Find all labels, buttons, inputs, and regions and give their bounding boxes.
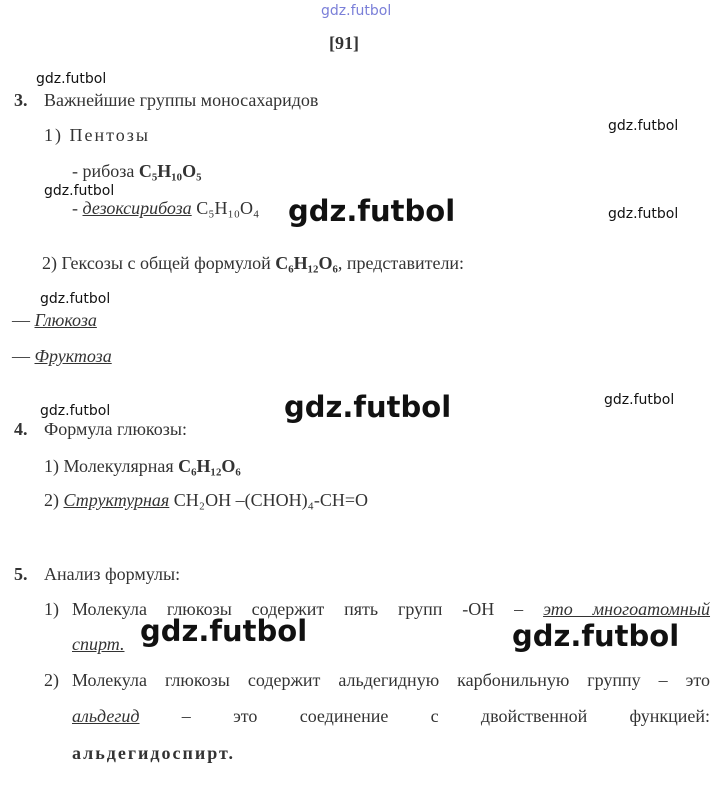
section-3-number: 3. bbox=[14, 90, 28, 110]
molecular-label: Молекулярная bbox=[63, 456, 174, 476]
hexoses-text: 2) Гексозы с общей формулой bbox=[42, 253, 271, 273]
watermark-large: gdz.futbol bbox=[284, 390, 452, 424]
aldehyde-alcohol-term: альдегидоспирт. bbox=[72, 743, 236, 763]
glucose-label: Глюкоза bbox=[34, 310, 97, 330]
hexoses-line bbox=[42, 253, 464, 274]
deoxyribose-dash: - bbox=[72, 198, 78, 218]
item-number: 2) bbox=[44, 670, 59, 690]
analysis-item-1-line-2 bbox=[72, 634, 124, 655]
section-4-number: 4. bbox=[14, 419, 28, 439]
molecular-formula-line bbox=[44, 456, 241, 477]
section-4-title: Формула глюкозы: bbox=[44, 419, 187, 439]
analysis-item-1-text: Молекула глюкозы содержит пять групп -OH – bbox=[72, 599, 524, 619]
analysis-item-2-line-2 bbox=[72, 706, 710, 727]
watermark: gdz.futbol bbox=[608, 206, 679, 222]
ribose-text: - рибоза bbox=[72, 161, 135, 181]
item-number: 2) bbox=[44, 490, 59, 510]
hexoses-formula: C₆H₁₂O₆ bbox=[275, 253, 338, 273]
watermark: gdz.futbol bbox=[40, 291, 111, 307]
deoxyribose-line bbox=[72, 198, 259, 219]
watermark: gdz.futbol bbox=[44, 183, 115, 199]
section-5-title: Анализ формулы: bbox=[44, 564, 181, 584]
molecular-formula: C₆H₁₂O₆ bbox=[178, 456, 241, 476]
ribose-formula: C₅H₁₀O₅ bbox=[138, 161, 202, 181]
hexoses-suffix: , представители: bbox=[337, 253, 465, 273]
section-5-number: 5. bbox=[14, 564, 28, 584]
page-number: [91] bbox=[329, 33, 359, 53]
aldehyde-term: альдегид bbox=[72, 706, 140, 726]
alcohol-term: спирт. bbox=[72, 634, 125, 654]
dash: — bbox=[12, 346, 30, 366]
watermark: gdz.futbol bbox=[608, 118, 679, 134]
glucose-line bbox=[12, 310, 97, 331]
watermark-large: gdz.futbol bbox=[140, 614, 308, 648]
item-number: 1) bbox=[44, 456, 59, 476]
watermark-large: gdz.futbol bbox=[512, 619, 680, 653]
deoxyribose-formula: C₅H₁₀O₄ bbox=[196, 198, 260, 218]
item-number: 1) bbox=[44, 599, 59, 619]
analysis-item-2-continuation: – это соединение с двойственной функцией: bbox=[181, 706, 710, 726]
analysis-item-2-line-1 bbox=[72, 670, 710, 691]
analysis-item-2-text: Молекула глюкозы содержит альдегидную карбонильную группу – это bbox=[72, 670, 710, 690]
watermark-top: gdz.futbol bbox=[321, 3, 392, 19]
watermark: gdz.futbol bbox=[604, 392, 675, 408]
structural-formula-line bbox=[44, 490, 368, 511]
polyhydric-alcohol-term: это многоатомный bbox=[543, 599, 711, 619]
pentoses-label: 1) Пентозы bbox=[44, 125, 150, 145]
watermark: gdz.futbol bbox=[40, 403, 111, 419]
structural-label: Структурная bbox=[63, 490, 170, 510]
watermark: gdz.futbol bbox=[36, 71, 107, 87]
fructose-line bbox=[12, 346, 112, 367]
section-3-title: Важнейшие группы моносахаридов bbox=[44, 90, 319, 110]
deoxyribose-name: дезоксирибоза bbox=[82, 198, 192, 218]
dash: — bbox=[12, 310, 30, 330]
structural-formula: CH₂OH –(CHOH)₄-CH=O bbox=[173, 490, 368, 510]
fructose-label: Фруктоза bbox=[34, 346, 112, 366]
ribose-line bbox=[72, 161, 201, 182]
watermark-large: gdz.futbol bbox=[288, 194, 456, 228]
